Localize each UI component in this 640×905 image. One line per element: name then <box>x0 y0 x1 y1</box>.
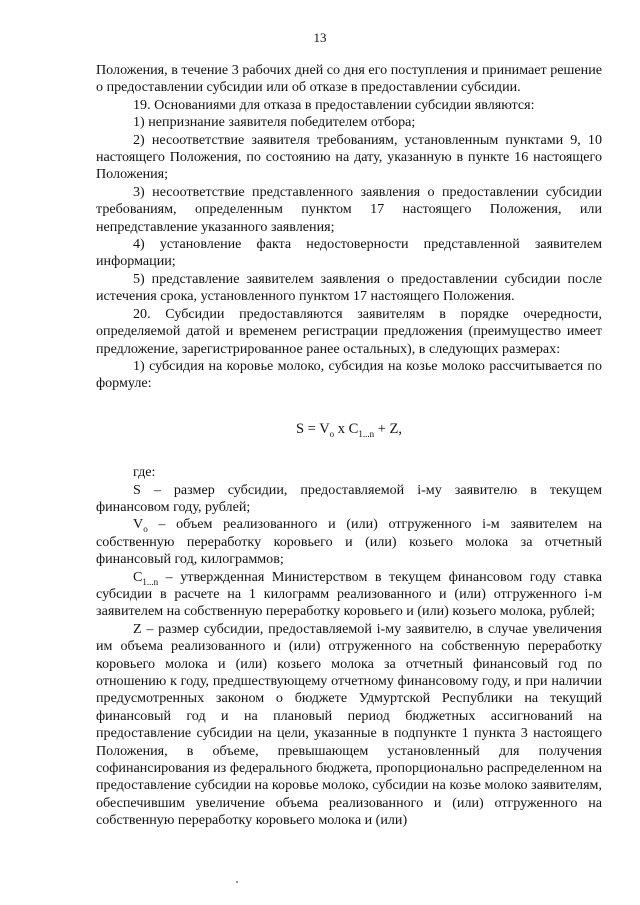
definition-v-text: – объем реализованного и (или) отгруженного i-м заявителем на собственную переработку коровьего и (или) козьего молока за отчетный финансовый год, килограммов; <box>96 516 602 568</box>
subparagraph-1: 1) субсидия на коровье молоко, субсидия на козье молоко рассчитывается по формуле: <box>96 357 602 392</box>
formula-mid: x C <box>334 420 359 437</box>
definition-z: Z – размер субсидии, предоставляемой i-му заявителю, в случае увеличения им объема реализованного и (или) отгруженного на собственную переработку коровьего молока и (или) козьего молока за отчетный финансовый год по отношению к году, предшествующему отчетному финансовому году, и при наличии предусмотренных законом о бюджете Удмуртской Республики на текущий финансовый год и на плановый период бюджетных ассигнований на предоставление субсидии на цели, указанные в подпункте 1 пункта 3 настоящего Положения, в объеме, превышающем установленный для получения софинансирования из федерального бюджета, пропорционально распределенном на предоставление субсидии на коровье молоко, субсидии на козье молоко заявителям, обеспечившим увеличение объема реализованного и (или) отгруженного на собственную переработку коровьего молока и (или) <box>96 620 602 829</box>
scan-speck <box>236 881 238 883</box>
definition-v <box>96 516 602 568</box>
definition-v-sub: o <box>143 524 148 535</box>
list-item-4: 4) установление факта недостоверности представленной заявителем информации; <box>96 236 602 270</box>
list-item-1: 1) непризнание заявителя победителем отбора; <box>133 114 416 131</box>
page-number: 13 <box>313 30 327 45</box>
paragraph-19: 19. Основаниями для отказа в предоставлении субсидии являются: <box>133 96 535 113</box>
where-label: где: <box>133 464 156 481</box>
paragraph-continuation: Положения, в течение 3 рабочих дней со дня его поступления и принимает решение о предоставлении субсидии или об отказе в предоставлении субсидии. <box>96 62 602 96</box>
definition-c <box>96 569 602 621</box>
definition-c-sub: 1...n <box>142 576 159 587</box>
formula-lhs: S = V <box>295 420 330 437</box>
list-item-5: 5) представление заявителем заявления о предоставлении субсидии после истечения срока, установленного пунктом 17 настоящего Положения. <box>96 270 602 305</box>
formula-v-sub: o <box>329 428 335 439</box>
document-body <box>96 62 602 830</box>
formula <box>96 421 602 438</box>
definition-c-symbol: C <box>133 568 143 585</box>
list-item-2: 2) несоответствие заявителя требованиям, установленным пунктами 9, 10 настоящего Положения, по состоянию на дату, указанную в пункте 16 настоящего Положения; <box>96 131 602 183</box>
definition-s: S – размер субсидии, предоставляемой i-му заявителю в текущем финансовом году, рублей; <box>96 481 602 515</box>
definition-v-symbol: V <box>133 516 144 533</box>
paragraph-20: 20. Субсидии предоставляются заявителям в порядке очередности, определяемой датой и временем регистрации предложения (преимущество имеет предложение, зарегистрированное ранее остальных), в следующих размерах: <box>96 305 602 357</box>
formula-c-sub: 1...n <box>358 428 375 439</box>
definition-c-text: – утвержденная Министерством в текущем финансовом году ставка субсидии в расчете на 1 килограмм реализованного и (или) отгруженного i-м заявителем на собственную переработку коровьего и (или) козьего молока, рублей; <box>96 568 602 620</box>
list-item-3: 3) несоответствие представленного заявления о предоставлении субсидии требованиям, определенным пунктом 17 настоящего Положения, или непредставление указанного заявления; <box>96 183 602 235</box>
formula-rhs: + Z, <box>374 420 403 437</box>
